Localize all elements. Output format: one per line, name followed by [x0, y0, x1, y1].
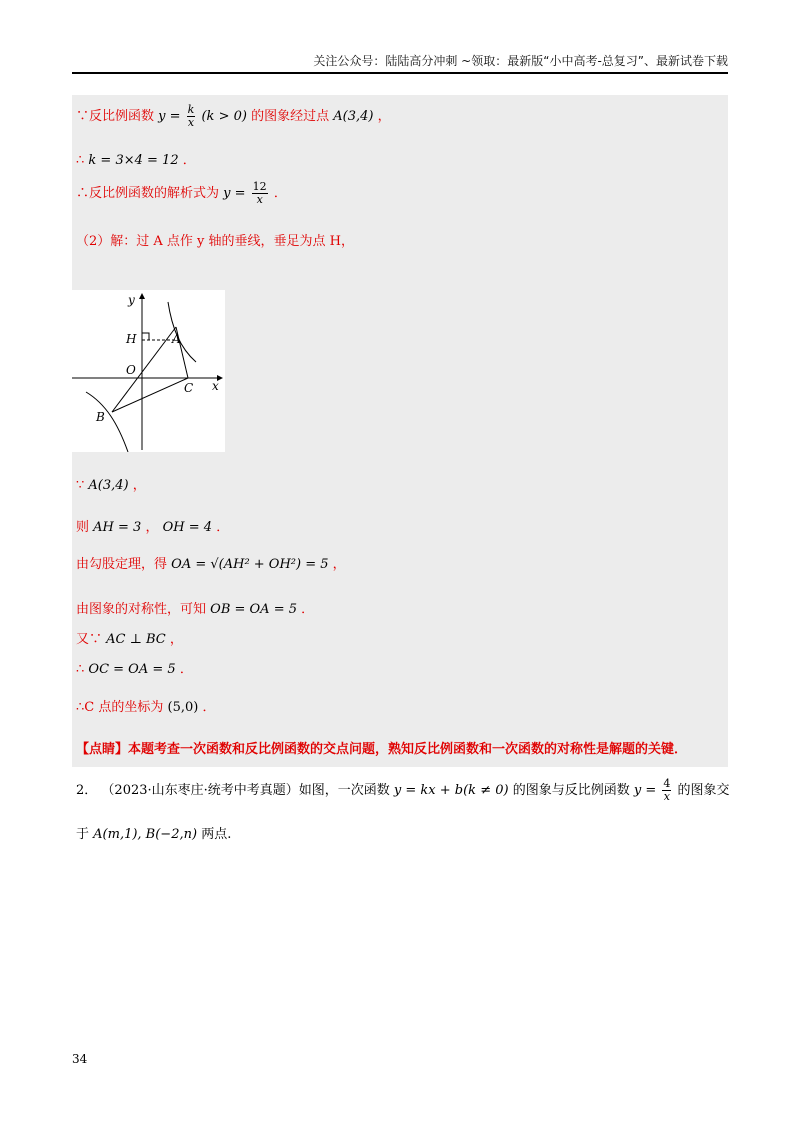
l1-point: A(3,4)	[333, 109, 374, 124]
label-y: y	[128, 293, 135, 307]
question-2-line-1: 2． （2023·山东枣庄·统考中考真题）如图，一次函数 y = kx + b(k ≠ 0) 的图象与反比例函数 y = $\frac{4}{x}$ 的图象交	[76, 777, 730, 803]
page-number: 34	[72, 1052, 88, 1066]
question-number: 2．	[76, 783, 98, 798]
header-rule	[72, 72, 728, 74]
solution-line-8: 由图象的对称性，可知 OB = OA = 5 ．	[76, 602, 315, 617]
label-b: B	[96, 410, 105, 424]
q2-fraction: $\frac{4}{x}$	[663, 777, 671, 803]
l2-math: k = 3×4 = 12	[88, 153, 179, 168]
solution-line-11: ∴C 点的坐标为 (5,0) ．	[76, 700, 216, 715]
solution-line-7: 由勾股定理，得 OA = √(AH² + OH²) = 5 ，	[76, 557, 346, 572]
solution-comment	[76, 738, 687, 757]
solution-line-5: ∵ A(3,4) ，	[76, 478, 146, 493]
solution-line-1: ∵反比例函数 y = $\frac{k}{x}$ (k > 0) 的图象经过点 A(3,4) ，	[76, 103, 391, 129]
graph-figure	[72, 290, 225, 452]
l1-text: ∵反比例函数	[76, 109, 155, 124]
line-bc	[112, 378, 188, 412]
l3-fraction: $\frac{12}{x}$	[252, 180, 267, 206]
l1-condition: (k > 0)	[201, 109, 247, 124]
l1-eq: y =	[158, 109, 181, 124]
comment-text: 本题考查一次函数和反比例函数的交点问题，熟知反比例函数和一次函数的对称性是解题的关键．	[128, 742, 688, 757]
question-2-line-2: 于 A(m,1), B(−2,n) 两点.	[76, 827, 232, 842]
solution-line-3: ∴反比例函数的解析式为 y = $\frac{12}{x}$ ．	[76, 180, 287, 206]
solution-line-6: 则 AH = 3 ， OH = 4 ．	[76, 520, 230, 535]
label-o: O	[126, 363, 136, 377]
l1-fraction: $\frac{k}{x}$	[187, 103, 195, 129]
page-header: 关注公众号：陆陆高分冲刺 ~领取：最新版“小中高考-总复习”、最新试卷下载	[313, 54, 728, 68]
l1-mid: 的图象经过点	[251, 109, 330, 124]
solution-line-10: ∴ OC = OA = 5 ．	[76, 662, 193, 677]
curve-lower	[86, 392, 128, 452]
label-h: H	[126, 332, 137, 346]
solution-line-2: ∴ k = 3×4 = 12 ．	[76, 153, 196, 168]
solution-line-4: （2）解：过 A 点作 y 轴的垂线，垂足为点 H，	[76, 234, 355, 249]
label-a: A	[172, 332, 181, 346]
solution-line-9: 又∵ AC ⊥ BC ，	[76, 632, 183, 647]
label-x: x	[212, 379, 219, 393]
right-angle-mark	[142, 333, 149, 340]
label-c: C	[184, 381, 194, 395]
comment-tag: 【点睛】	[76, 742, 129, 757]
graph-svg	[72, 290, 225, 452]
